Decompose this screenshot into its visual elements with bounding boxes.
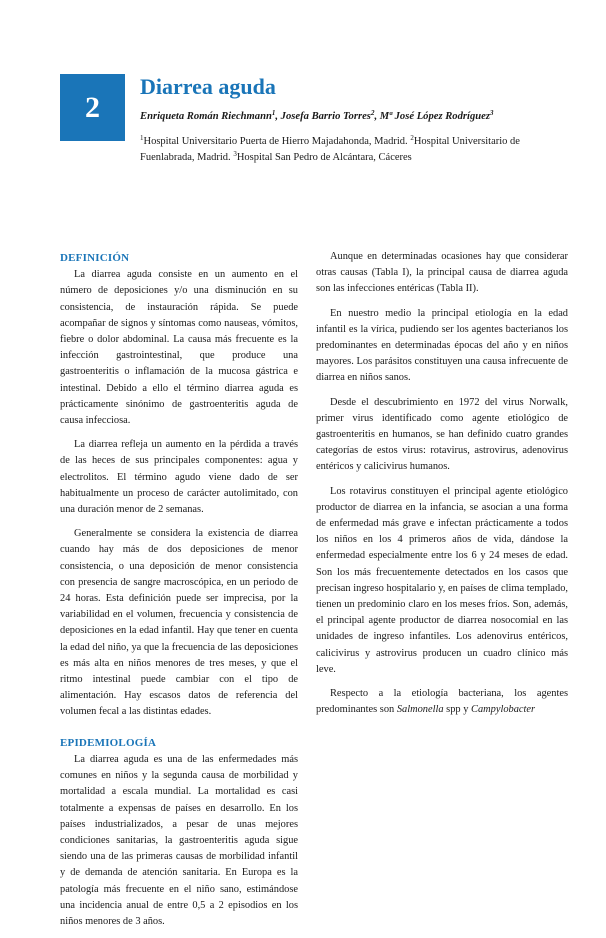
author-affiliation-mark: 1 [271, 109, 276, 117]
section-heading-epidemiologia: EPIDEMIOLOGÍA [60, 736, 157, 749]
affiliations [140, 134, 570, 166]
section-heading-definicion: DEFINICIÓN [60, 252, 130, 264]
body-paragraph: En nuestro medio la principal etiología en la edad infantil es la vírica, pudiendo ser los agentes bacterianos los predominantes en determinadas épocas del año y en niños mayores. Los parásitos constituyen una causa infrecuente de diarrea en niños sanos. [316, 307, 568, 384]
affiliation-mark: 2 [410, 134, 414, 142]
author-name: Josefa Barrio Torres [280, 111, 371, 122]
affiliation-text: Hospital Universitario Puerta de Hierro Majadahonda, Madrid. [143, 136, 411, 147]
body-paragraph: La diarrea aguda es una de las enfermedades más comunes en niños y la segunda causa de morbilidad y mortalidad a escala mundial. La mortalidad es casi totalmente a expensas de países en desarrollo. En los países industrializados, a pesar de unas mejores condiciones sanitarias, la gastroenteritis aguda sigue siendo una de las primeras causas de morbilidad infantil y de demanda de atención sanitaria. En Europa es la patología más frecuente en el niño sano, estimándose una incidencia anual de entre 0,5 a 2 episodios en los niños menores de 3 años. [60, 753, 298, 927]
chapter-title: Diarrea aguda [140, 74, 276, 99]
body-paragraph-last [316, 686, 568, 718]
affiliation-text: Hospital Universitario de Fuenlabrada, Madrid. [140, 136, 520, 163]
author-affiliation-mark: 2 [370, 109, 375, 117]
bacteria-name: Salmonella [396, 704, 444, 716]
author-separator: , [275, 111, 281, 122]
body-paragraph: La diarrea refleja un aumento en la pérdida a través de las heces de sus principales componentes: agua y electrolitos. El término agudo viene dado de ser habitualmente un proceso de carácter autolimitado, con una duración menor de 2 semanas. [60, 439, 298, 516]
paragraph-text: Respecto a la etiología bacteriana, los agentes predominantes son [316, 688, 568, 716]
body-paragraph: Aunque en determinadas ocasiones hay que considerar otras causas (Tabla I), la principal causa de diarrea aguda son las infecciones entéricas (Tabla II). [316, 251, 568, 295]
affiliation-mark: 1 [140, 134, 144, 142]
left-column [60, 250, 298, 938]
body-paragraph: Generalmente se considera la existencia de diarrea cuando hay más de dos deposiciones de menor consistencia, o una deposición de menor consistencia con presencia de sangre macroscópica, en un periodo de 24 horas. Esta definición puede ser imprecisa, por la variabilidad en el volumen, frecuencia y consistencia de deposiciones en la edad infantil. Hay que tener en cuenta la edad del niño, ya que la frecuencia de las deposiciones es más alta en niños menores de tres meses, y que el ritmo intestinal puede cambiar con el tipo de alimentación. Hay escasos datos de referencia del volumen fecal a las distintas edades. [60, 528, 298, 718]
authors-line [140, 111, 580, 122]
author-name: Mª José López Rodríguez [379, 111, 490, 122]
author-name: Enriqueta Román Riechmann [140, 111, 272, 122]
body-paragraph: Los rotavirus constituyen el principal agente etiológico productor de diarrea en la infancia, se asocian a una forma de enfermedad más grave e infectan prácticamente a todos los niños en los 4 primeros años de vida, dándose la enfermedad especialmente entre los 6 y 24 meses de edad. Son los más frecuentemente detectados en los casos que precisan ingreso hospitalario y, en países de clima templado, tienen un predominio claro en los meses fríos. Son, además, el principal agente productor de diarrea nosocomial en las unidades de ingreso infantiles. Los adenovirus entéricos, calicivirus y astrovirus producen un cuadro clínico más leve. [316, 485, 568, 675]
chapter-number: 2 [85, 90, 100, 124]
author-affiliation-mark: 3 [489, 109, 494, 117]
chapter-number-box [60, 74, 125, 141]
right-column [316, 249, 568, 726]
affiliation-mark: 3 [233, 150, 237, 158]
paragraph-text: spp y [443, 704, 472, 716]
body-paragraph: Desde el descubrimiento en 1972 del virus Norwalk, primer virus identificado como agente etiológico de gastroenteritis en humanos, se han definido cuatro grandes categorías de estos virus: rotavirus, astrovirus, adenovirus entéricos y calicivirus humanos. [316, 396, 568, 473]
bacteria-name: Campylobacter [471, 704, 536, 716]
author-separator: , [374, 111, 380, 122]
body-paragraph: La diarrea aguda consiste en un aumento en el número de deposiciones y/o una disminución en su consistencia, de instauración rápida. Se puede acompañar de signos y síntomas como nauseas, vómitos, fiebre o dolor abdominal. La causa más frecuente es la infección gastrointestinal, que produce una gastroenteritis o inflamación de la mucosa gástrica e intestinal. Debido a ello el término diarrea aguda es prácticamente sinónimo de gastroenteritis aguda de causa infecciosa. [60, 269, 298, 427]
affiliation-text: Hospital San Pedro de Alcántara, Cáceres [236, 152, 412, 163]
